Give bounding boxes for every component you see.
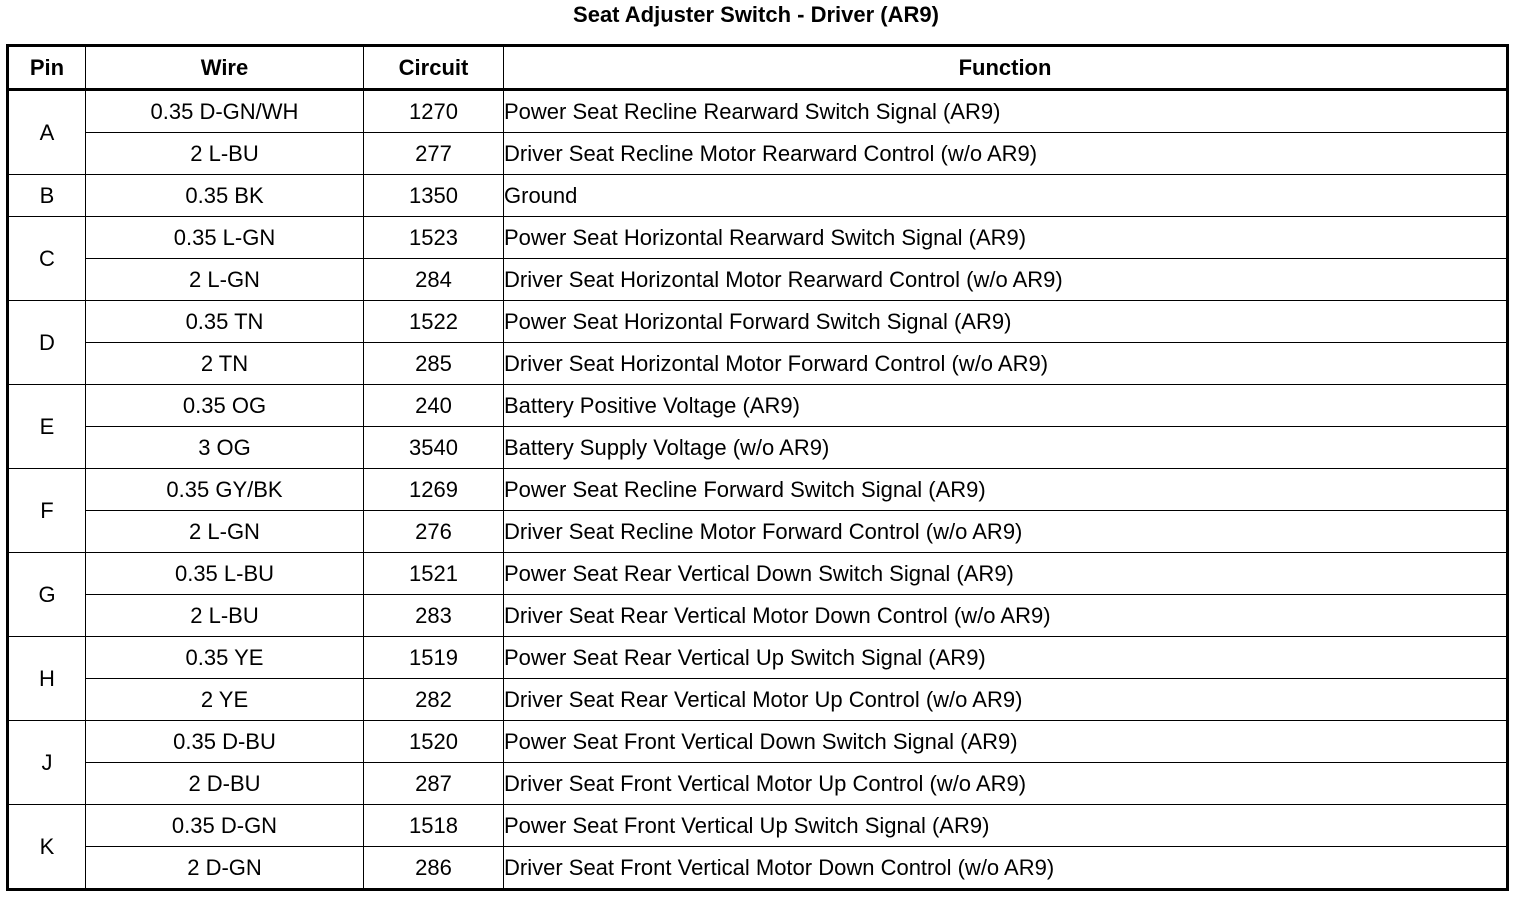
circuit-cell: 3540 (364, 427, 504, 469)
function-cell: Driver Seat Recline Motor Rearward Control (w/o AR9) (504, 133, 1508, 175)
wire-cell: 0.35 TN (86, 301, 364, 343)
function-cell: Driver Seat Horizontal Motor Forward Control (w/o AR9) (504, 343, 1508, 385)
function-cell: Power Seat Recline Forward Switch Signal (AR9) (504, 469, 1508, 511)
table-row (8, 217, 1508, 259)
wire-cell: 0.35 D-GN/WH (86, 90, 364, 133)
circuit-cell: 276 (364, 511, 504, 553)
circuit-cell: 240 (364, 385, 504, 427)
table-title: Seat Adjuster Switch - Driver (AR9) (573, 2, 939, 27)
table-row (8, 427, 1508, 469)
wire-cell: 0.35 D-BU (86, 721, 364, 763)
header-function: Function (504, 46, 1508, 90)
circuit-cell: 1521 (364, 553, 504, 595)
function-cell: Driver Seat Rear Vertical Motor Down Control (w/o AR9) (504, 595, 1508, 637)
function-cell: Power Seat Front Vertical Up Switch Signal (AR9) (504, 805, 1508, 847)
pin-cell: F (8, 469, 86, 553)
circuit-cell: 1350 (364, 175, 504, 217)
connector-pinout-table (6, 44, 1509, 891)
function-cell: Power Seat Recline Rearward Switch Signal (AR9) (504, 90, 1508, 133)
circuit-cell: 285 (364, 343, 504, 385)
wire-cell: 0.35 L-GN (86, 217, 364, 259)
wire-cell: 2 D-GN (86, 847, 364, 890)
pin-cell: A (8, 90, 86, 175)
table-row (8, 679, 1508, 721)
table-body (8, 90, 1508, 890)
function-cell: Battery Positive Voltage (AR9) (504, 385, 1508, 427)
wire-cell: 2 YE (86, 679, 364, 721)
function-cell: Driver Seat Recline Motor Forward Control (w/o AR9) (504, 511, 1508, 553)
circuit-cell: 1519 (364, 637, 504, 679)
function-cell: Driver Seat Front Vertical Motor Down Control (w/o AR9) (504, 847, 1508, 890)
header-pin: Pin (8, 46, 86, 90)
table-row (8, 805, 1508, 847)
function-cell: Power Seat Front Vertical Down Switch Signal (AR9) (504, 721, 1508, 763)
function-cell: Driver Seat Rear Vertical Motor Up Control (w/o AR9) (504, 679, 1508, 721)
circuit-cell: 1520 (364, 721, 504, 763)
wire-cell: 2 L-GN (86, 511, 364, 553)
circuit-cell: 287 (364, 763, 504, 805)
pin-cell: K (8, 805, 86, 890)
pin-cell: D (8, 301, 86, 385)
function-cell: Power Seat Rear Vertical Down Switch Signal (AR9) (504, 553, 1508, 595)
wire-cell: 0.35 OG (86, 385, 364, 427)
wire-cell: 2 TN (86, 343, 364, 385)
table-row (8, 301, 1508, 343)
circuit-cell: 286 (364, 847, 504, 890)
circuit-cell: 282 (364, 679, 504, 721)
pin-cell: C (8, 217, 86, 301)
wire-cell: 0.35 D-GN (86, 805, 364, 847)
table-row (8, 90, 1508, 133)
circuit-cell: 284 (364, 259, 504, 301)
table-header (8, 46, 1508, 90)
table-row (8, 511, 1508, 553)
table-row (8, 469, 1508, 511)
wire-cell: 2 L-GN (86, 259, 364, 301)
table-row (8, 763, 1508, 805)
function-cell: Ground (504, 175, 1508, 217)
function-cell: Driver Seat Horizontal Motor Rearward Control (w/o AR9) (504, 259, 1508, 301)
table-row (8, 595, 1508, 637)
circuit-cell: 277 (364, 133, 504, 175)
pin-cell: E (8, 385, 86, 469)
function-cell: Power Seat Horizontal Forward Switch Signal (AR9) (504, 301, 1508, 343)
header-row (8, 46, 1508, 90)
wire-cell: 2 D-BU (86, 763, 364, 805)
table-row (8, 259, 1508, 301)
table-row (8, 175, 1508, 217)
circuit-cell: 283 (364, 595, 504, 637)
table-row (8, 637, 1508, 679)
wire-cell: 0.35 L-BU (86, 553, 364, 595)
table-row (8, 133, 1508, 175)
circuit-cell: 1523 (364, 217, 504, 259)
circuit-cell: 1270 (364, 90, 504, 133)
function-cell: Driver Seat Front Vertical Motor Up Control (w/o AR9) (504, 763, 1508, 805)
pin-cell: G (8, 553, 86, 637)
wire-cell: 3 OG (86, 427, 364, 469)
table-row (8, 343, 1508, 385)
pin-cell: B (8, 175, 86, 217)
header-circuit: Circuit (364, 46, 504, 90)
function-cell: Power Seat Rear Vertical Up Switch Signal (AR9) (504, 637, 1508, 679)
table-row (8, 721, 1508, 763)
header-wire: Wire (86, 46, 364, 90)
table-row (8, 847, 1508, 890)
wire-cell: 2 L-BU (86, 595, 364, 637)
circuit-cell: 1269 (364, 469, 504, 511)
pin-cell: J (8, 721, 86, 805)
wire-cell: 0.35 BK (86, 175, 364, 217)
wire-cell: 0.35 GY/BK (86, 469, 364, 511)
function-cell: Battery Supply Voltage (w/o AR9) (504, 427, 1508, 469)
pin-cell: H (8, 637, 86, 721)
circuit-cell: 1518 (364, 805, 504, 847)
table-row (8, 385, 1508, 427)
wire-cell: 2 L-BU (86, 133, 364, 175)
function-cell: Power Seat Horizontal Rearward Switch Signal (AR9) (504, 217, 1508, 259)
table-row (8, 553, 1508, 595)
circuit-cell: 1522 (364, 301, 504, 343)
wire-cell: 0.35 YE (86, 637, 364, 679)
